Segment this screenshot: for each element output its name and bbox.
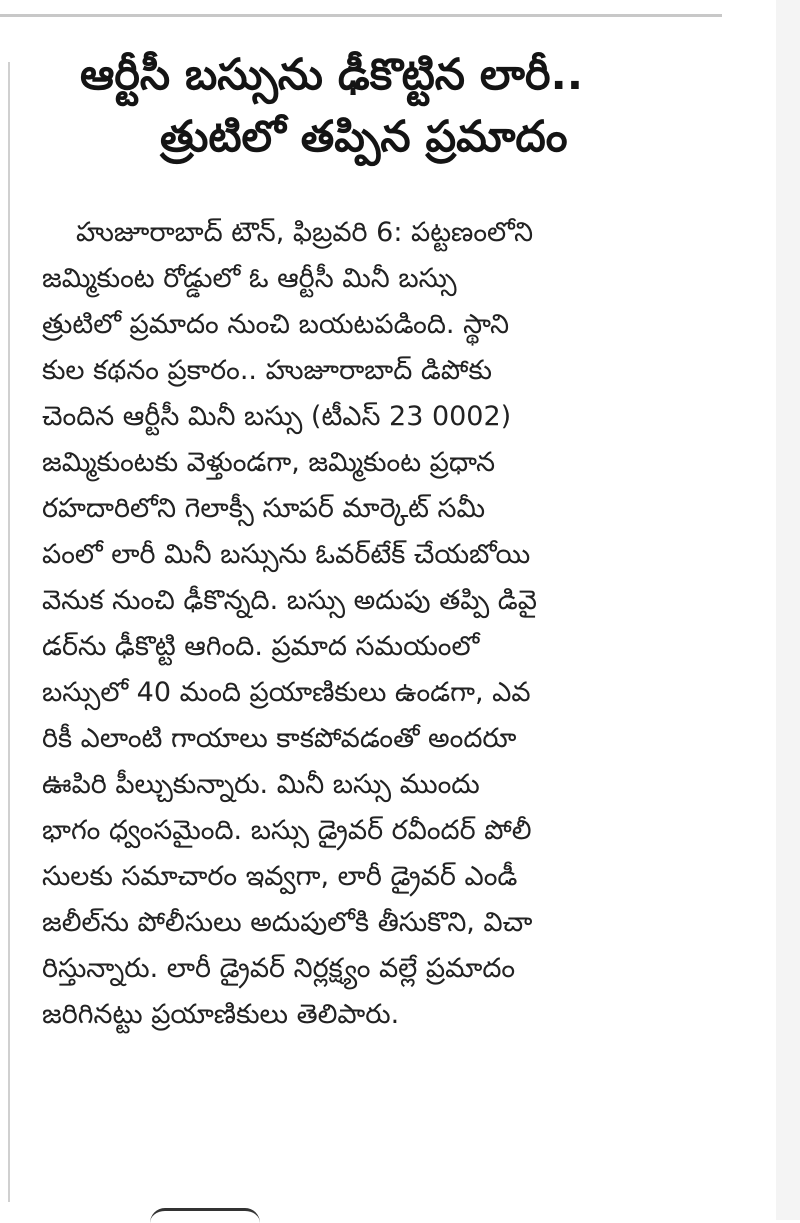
body-line: రహదారిలోని గెలాక్సీ సూపర్ మార్కెట్ సమీ	[42, 493, 486, 524]
body-line: బస్సులో 40 మంది ప్రయాణికులు ఉండగా, ఎవ	[42, 677, 531, 708]
body-line: త్రుటిలో ప్రమాదం నుంచి బయటపడింది. స్థాని	[42, 309, 510, 340]
body-line: పంలో లారీ మినీ బస్సును ఓవర్‌టేక్ చేయబోయి	[42, 539, 531, 570]
next-article-fragment	[150, 1208, 260, 1223]
page-edge	[776, 0, 800, 1220]
body-line: హుజూరాబాద్ టౌన్, ఫిబ్రవరి 6: పట్టణంలోని	[76, 217, 534, 248]
body-line: జలీల్‌ను పోలీసులు అదుపులోకి తీసుకొని, విచా	[42, 907, 533, 938]
body-line: ఊపిరి పీల్చుకున్నారు. మినీ బస్సు ముందు	[42, 769, 480, 800]
body-line: సులకు సమాచారం ఇవ్వగా, లారీ డ్రైవర్ ఎండీ	[42, 861, 518, 892]
body-line: జరిగినట్టు ప్రయాణికులు తెలిపారు.	[42, 999, 400, 1030]
article-headline	[40, 44, 730, 168]
headline-line-1: ఆర్టీసీ బస్సును ఢీకొట్టిన లారీ..	[80, 50, 584, 100]
body-line: జమ్మికుంటకు వెళ్తుండగా, జమ్మికుంట ప్రధాన	[42, 447, 496, 478]
body-line: రికీ ఎలాంటి గాయాలు కాకపోవడంతో అందరూ	[42, 723, 517, 754]
left-column-rule	[8, 62, 10, 1202]
body-line: రిస్తున్నారు. లారీ డ్రైవర్ నిర్లక్ష్యం వల్లే ప్రమాదం	[42, 953, 516, 984]
body-line: భాగం ధ్వంసమైంది. బస్సు డ్రైవర్ రవీందర్ పోలీ	[42, 815, 532, 846]
body-line: డర్‌ను ఢీకొట్టి ఆగింది. ప్రమాద సమయంలో	[42, 631, 480, 662]
top-column-rule	[0, 14, 722, 17]
article-body	[42, 210, 718, 1038]
body-line: కుల కథనం ప్రకారం.. హుజూరాబాద్ డిపోకు	[42, 355, 492, 386]
body-line: జమ్మికుంట రోడ్డులో ఓ ఆర్టీసీ మినీ బస్సు	[42, 263, 457, 294]
headline-line-2: త్రుటిలో తప్పిన ప్రమాదం	[160, 112, 568, 162]
body-line: వెనుక నుంచి ఢీకొన్నది. బస్సు అదుపు తప్పి డివై	[42, 585, 537, 616]
body-line: చెందిన ఆర్టీసీ మినీ బస్సు (టీఎస్ 23 0002)	[42, 401, 512, 432]
